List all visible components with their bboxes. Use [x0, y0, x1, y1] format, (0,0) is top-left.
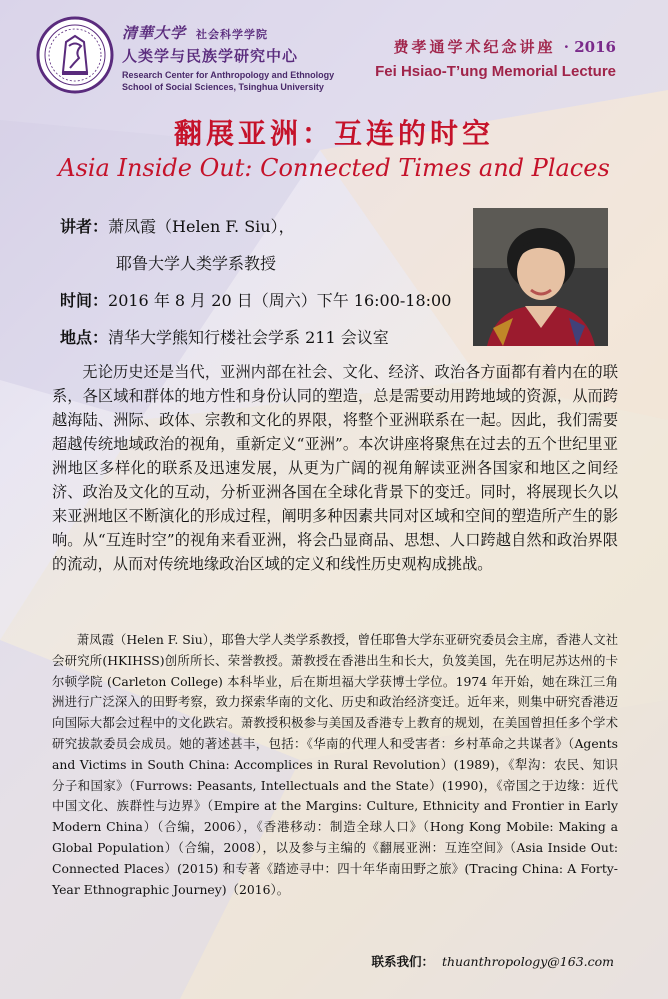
series-name-cn [375, 36, 616, 57]
center-name-en-line1: Research Center for Anthropology and Ethnology [122, 70, 335, 80]
speaker-portrait-icon [473, 208, 608, 346]
tsinghua-emblem-icon [36, 16, 114, 94]
lecture-title-cn: 翻展亚洲：互连的时空 [173, 117, 494, 150]
time-value: 2016 年 8 月 20 日（周六）下午 16:00-18:00 [108, 291, 452, 310]
time-row [60, 288, 451, 311]
lecture-abstract: 无论历史还是当代，亚洲内部在社会、文化、经济、政治各方面都有着内在的联系，各区域和群体的地方性和身份认同的塑造，总是需要动用跨地域的资源，从而跨越海陆、洲际、政体、宗教和文化的界限，将整个亚洲联系在一起。因此，我们需要超越传统地域政治的视角，重新定义“亚洲”。本次讲座将聚焦在过去的五个世纪里亚洲地区多样化的联系及迅速发展，从更为广阔的视角解读亚洲各国家和地区之间经济、政治及文化的互动，分析亚洲各国在全球化背景下的变迁。同时，将展现长久以来亚洲地区不断演化的形成过程，阐明多种因素共同对区域和空间的塑造所产生的影响。从“互连时空”的视角来看亚洲，将会凸显商品、思想、人口跨越自然和政治界限的流动，从而对传统地缘政治区域的定义和线性历史观构成挑战。 [52, 363, 618, 573]
series-title-cn: 费孝通学术纪念讲座 [393, 38, 556, 56]
center-name-en-line2: School of Social Sciences, Tsinghua University [122, 82, 324, 92]
series-name-en: Fei Hsiao-T’ung Memorial Lecture [375, 63, 616, 80]
time-label: 时间： [60, 291, 109, 310]
venue-value: 清华大学熊知行楼社会学系 211 会议室 [108, 328, 389, 347]
lecture-title-en: Asia Inside Out: Connected Times and Places [58, 154, 610, 182]
contact-email[interactable]: thuanthropology@163.com [441, 954, 614, 969]
contact-label: 联系我们： [371, 954, 434, 969]
center-name-en [122, 69, 334, 93]
speaker-photo [473, 208, 608, 346]
speaker-biography: 萧凤霞（Helen F. Siu），耶鲁大学人类学系教授，曾任耶鲁大学东亚研究委员会主席，香港人文社会研究所(HKIHSS)创所所长、荣誉教授。萧教授在香港出生和长大，负笈美国，先在明尼苏达州的卡尔顿学院 (Carleton College) 本科毕业，后在斯坦福大学获博士学位。1974 年开始，她在珠江三角洲进行广泛深入的田野考察，致力探索华南的文化、历史和政治经济变迁。近年来，则集中研究香港迈向国际大都会过程中的文化跌宕。萧教授积极参与美国及香港专上教育的规划，在美国曾担任多个学术研究拔款委员会成员。她的著述甚丰，包括：《华南的代理人和受害者：乡村革命之共谋者》（Agents and Victims in South China: Accomplices in Rural Revolution）(1989)，《犁沟：农民、知识分子和国家》（Furrows: Peasants, Intellectuals and the State）(1990)，《帝国之于边缘：近代中国文化、族群性与边界》（Empire at the Margins: Culture, Ethnicity and Frontier in Early Modern China）（合编，2006），《香港移动：制造全球人口》（Hong Kong Mobile: Making a Global Population）（合编，2008），以及参与主编的《翻展亚洲：互连空间》（Asia Inside Out: Connected Places）(2015) 和专著《踏迹寻中：四十年华南田野之旅》(Tracing China: A Forty-Year Ethnographic Journey)（2016）。 [52, 632, 618, 897]
school-name: 社会科学学院 [196, 28, 269, 41]
lecture-series [375, 36, 616, 80]
center-name-cn: 人类学与民族学研究中心 [122, 47, 299, 65]
contact-line [371, 952, 614, 970]
university-name: 清華大学 [122, 24, 187, 42]
university-line [122, 22, 334, 43]
speaker-name: 萧凤霞（Helen F. Siu）， [108, 217, 295, 236]
speaker-label: 讲者： [60, 217, 109, 236]
organizer-block [122, 22, 334, 93]
speaker-row [60, 214, 295, 237]
speaker-position: 耶鲁大学人类学系教授 [116, 254, 277, 273]
series-year: · 2016 [563, 38, 616, 56]
venue-label: 地点： [60, 328, 109, 347]
venue-row [60, 325, 389, 348]
